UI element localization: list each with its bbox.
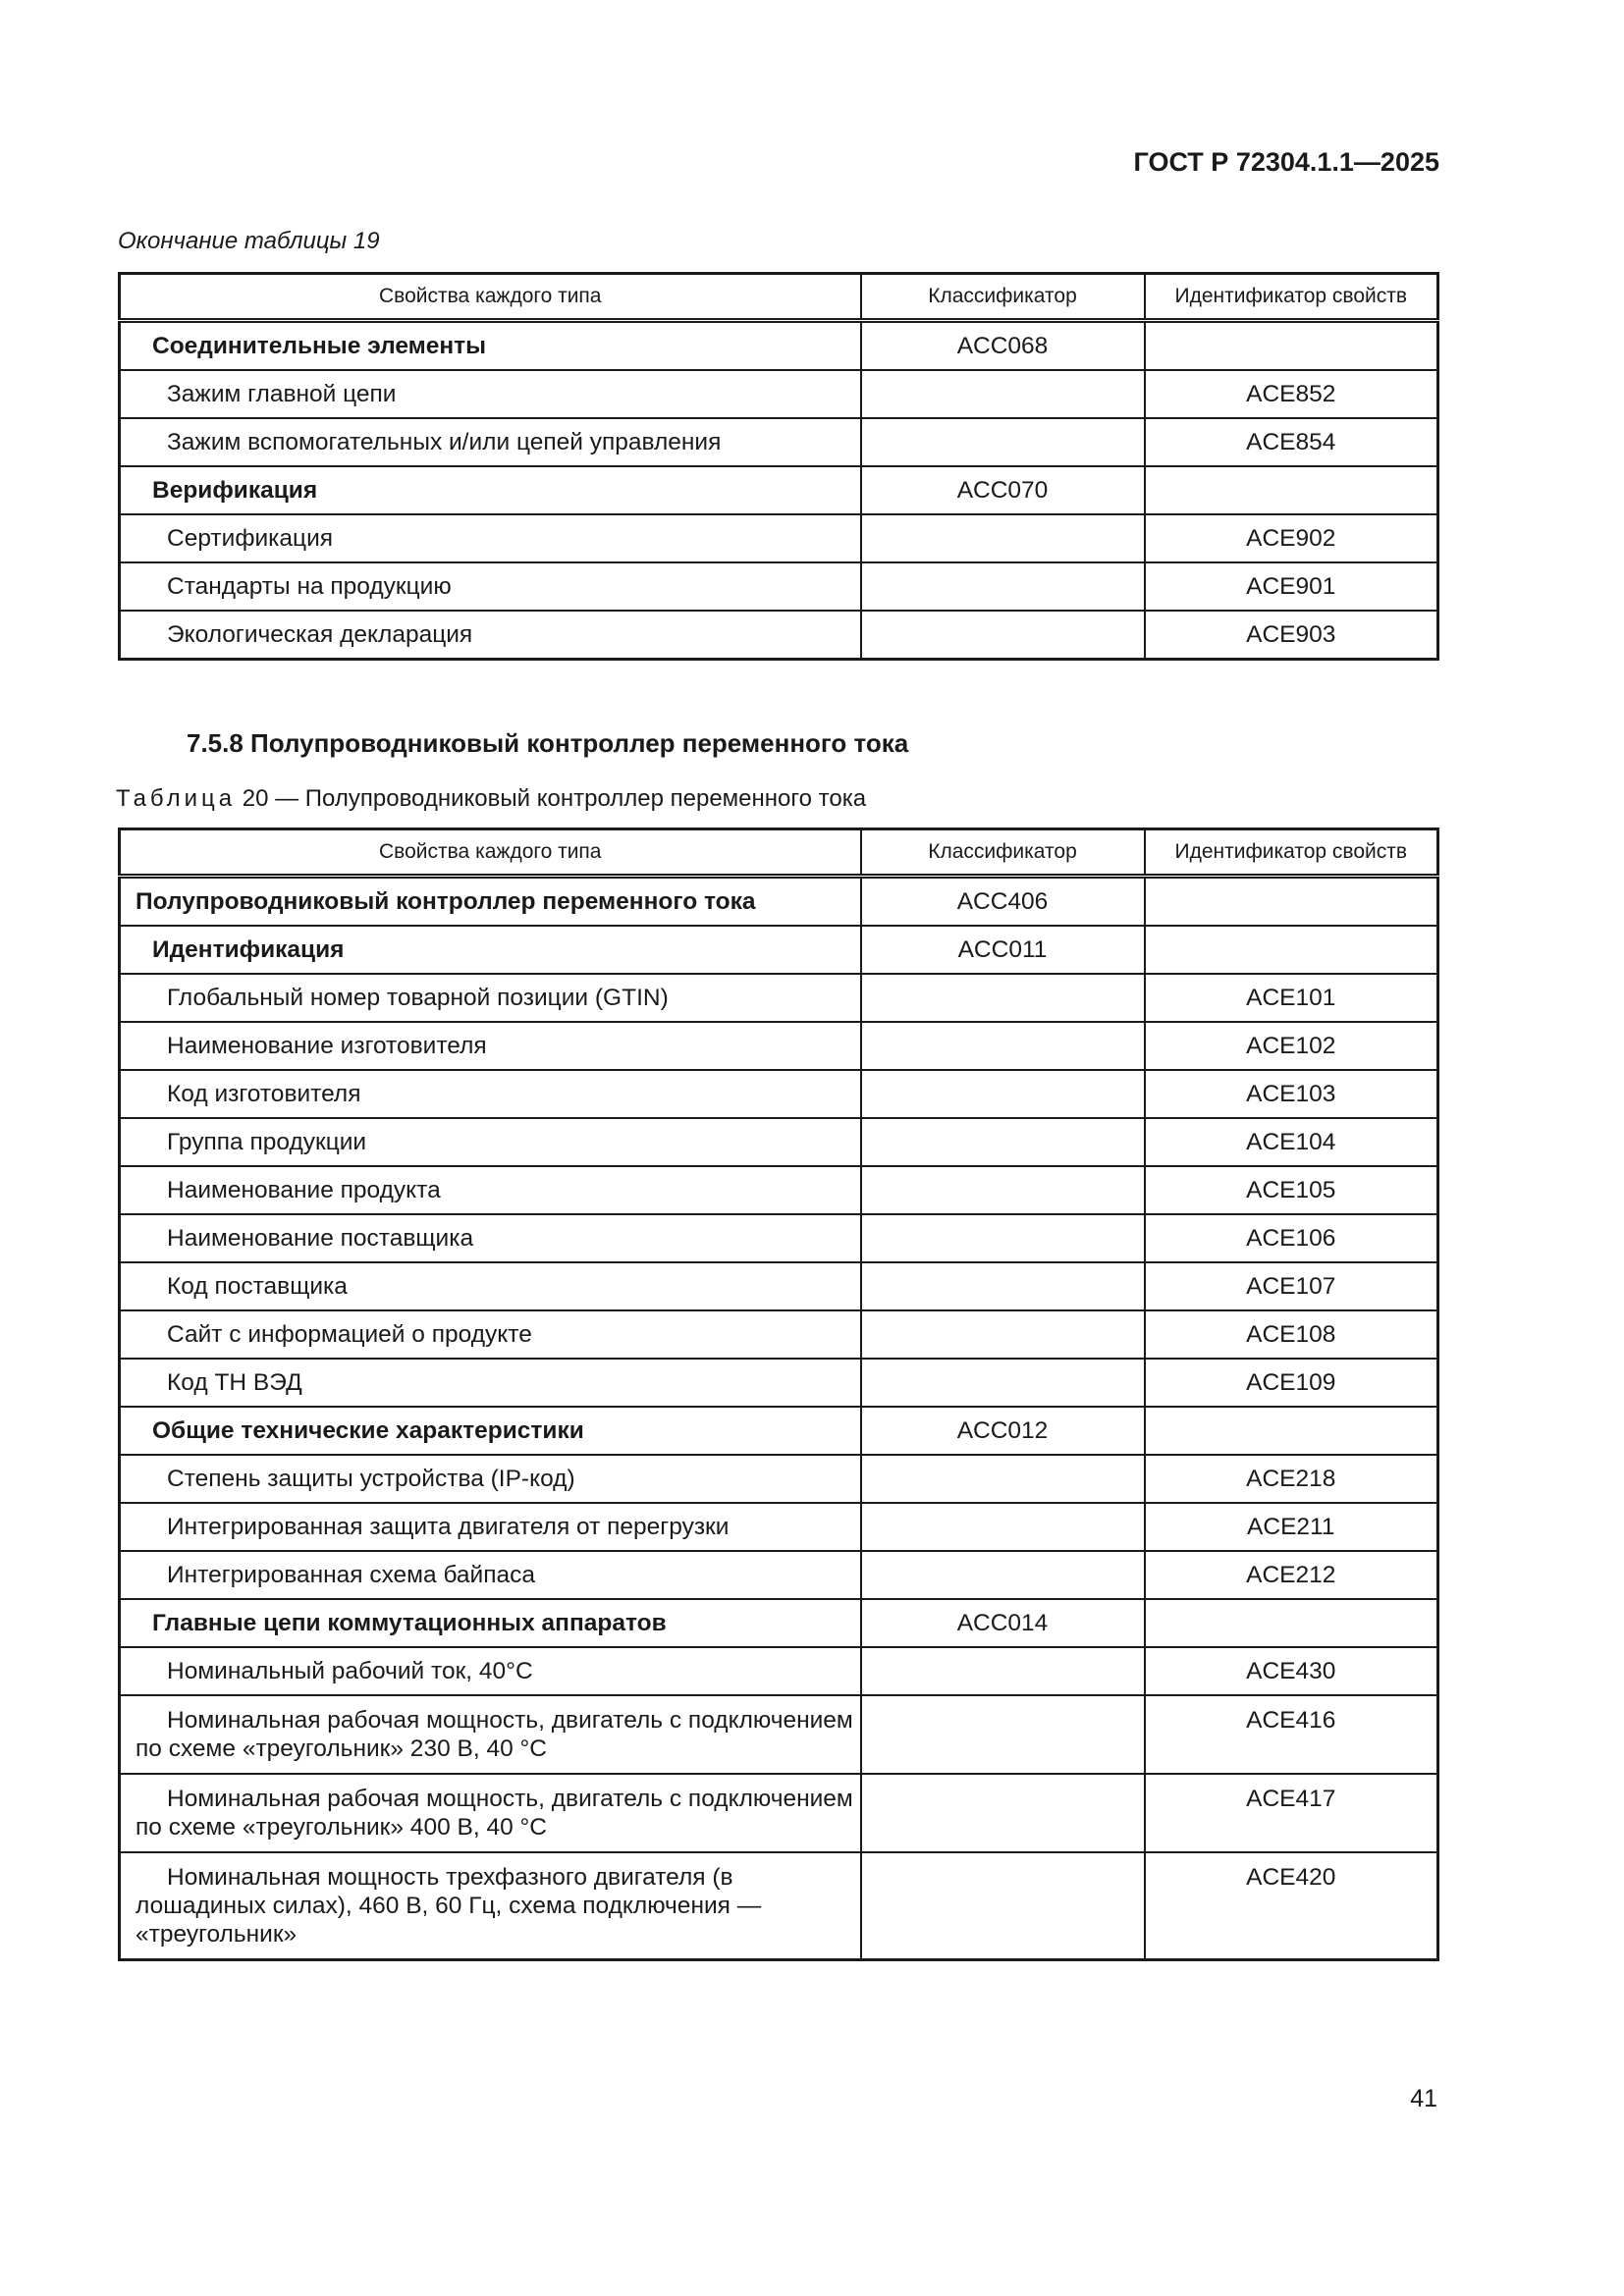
property-cell: Главные цепи коммутационных аппаратов <box>120 1599 861 1647</box>
property-cell: Зажим главной цепи <box>120 370 861 418</box>
property-id-cell: ACE211 <box>1145 1503 1438 1551</box>
column-header-properties: Свойства каждого типа <box>120 829 861 877</box>
property-id-cell <box>1145 1599 1438 1647</box>
table-20 <box>118 828 1439 1961</box>
classifier-cell <box>861 1852 1145 1960</box>
classifier-cell <box>861 1455 1145 1503</box>
classifier-cell <box>861 418 1145 466</box>
classifier-cell <box>861 1647 1145 1695</box>
property-id-cell: ACE420 <box>1145 1852 1438 1960</box>
table-row <box>120 1599 1438 1647</box>
property-cell: Код изготовителя <box>120 1070 861 1118</box>
property-id-cell: ACE101 <box>1145 974 1438 1022</box>
property-cell: Стандарты на продукцию <box>120 562 861 611</box>
table-row <box>120 1359 1438 1407</box>
classifier-cell: ACC012 <box>861 1407 1145 1455</box>
property-id-cell: ACE102 <box>1145 1022 1438 1070</box>
property-cell: Сертификация <box>120 514 861 562</box>
classifier-cell <box>861 1022 1145 1070</box>
property-id-cell: ACE852 <box>1145 370 1438 418</box>
property-id-cell: ACE854 <box>1145 418 1438 466</box>
property-cell: Наименование продукта <box>120 1166 861 1214</box>
classifier-cell <box>861 1695 1145 1774</box>
property-id-cell: ACE902 <box>1145 514 1438 562</box>
property-cell: Номинальная рабочая мощность, двигатель с подключением по схеме «треугольник» 230 В, 40 °С <box>120 1695 861 1774</box>
table-row <box>120 1455 1438 1503</box>
classifier-cell <box>861 1503 1145 1551</box>
classifier-cell <box>861 1166 1145 1214</box>
table-19 <box>118 272 1439 661</box>
property-id-cell: ACE106 <box>1145 1214 1438 1262</box>
table-row <box>120 1503 1438 1551</box>
table-20-caption <box>116 785 866 813</box>
property-cell: Группа продукции <box>120 1118 861 1166</box>
classifier-cell <box>861 1214 1145 1262</box>
table-row <box>120 514 1438 562</box>
property-id-cell: ACE103 <box>1145 1070 1438 1118</box>
property-cell: Идентификация <box>120 926 861 974</box>
property-cell: Интегрированная защита двигателя от перегрузки <box>120 1503 861 1551</box>
table-row <box>120 877 1438 927</box>
table-row <box>120 1852 1438 1960</box>
column-header-classifier: Классификатор <box>861 829 1145 877</box>
property-cell: Соединительные элементы <box>120 321 861 371</box>
property-id-cell: ACE903 <box>1145 611 1438 660</box>
property-cell: Номинальный рабочий ток, 40°C <box>120 1647 861 1695</box>
property-id-cell <box>1145 466 1438 514</box>
classifier-cell <box>861 974 1145 1022</box>
classifier-cell: ACC070 <box>861 466 1145 514</box>
classifier-cell <box>861 514 1145 562</box>
classifier-cell: ACC011 <box>861 926 1145 974</box>
table-row <box>120 1774 1438 1852</box>
table-caption-text: 20 — Полупроводниковый контроллер переменного тока <box>236 785 867 812</box>
property-id-cell: ACE105 <box>1145 1166 1438 1214</box>
property-cell: Код поставщика <box>120 1262 861 1310</box>
column-header-properties: Свойства каждого типа <box>120 274 861 321</box>
property-cell: Номинальная мощность трехфазного двигателя (в лошадиных силах), 460 В, 60 Гц, схема подключения — «треугольник» <box>120 1852 861 1960</box>
table-row <box>120 1695 1438 1774</box>
property-id-cell <box>1145 321 1438 371</box>
classifier-cell <box>861 1551 1145 1599</box>
table-row <box>120 1647 1438 1695</box>
classifier-cell <box>861 1118 1145 1166</box>
property-cell: Номинальная рабочая мощность, двигатель с подключением по схеме «треугольник» 400 В, 40 °С <box>120 1774 861 1852</box>
property-id-cell: ACE107 <box>1145 1262 1438 1310</box>
property-cell: Глобальный номер товарной позиции (GTIN) <box>120 974 861 1022</box>
classifier-cell <box>861 1262 1145 1310</box>
property-cell: Общие технические характеристики <box>120 1407 861 1455</box>
property-id-cell: ACE109 <box>1145 1359 1438 1407</box>
classifier-cell: ACC068 <box>861 321 1145 371</box>
classifier-cell <box>861 1774 1145 1852</box>
property-cell: Интегрированная схема байпаса <box>120 1551 861 1599</box>
column-header-property-id: Идентификатор свойств <box>1145 274 1438 321</box>
property-id-cell: ACE901 <box>1145 562 1438 611</box>
property-cell: Степень защиты устройства (IP-код) <box>120 1455 861 1503</box>
property-id-cell: ACE108 <box>1145 1310 1438 1359</box>
column-header-classifier: Классификатор <box>861 274 1145 321</box>
table-row <box>120 370 1438 418</box>
classifier-cell <box>861 1359 1145 1407</box>
table-row <box>120 562 1438 611</box>
section-heading: 7.5.8 Полупроводниковый контроллер переменного тока <box>187 728 909 758</box>
table-row <box>120 1118 1438 1166</box>
property-id-cell: ACE430 <box>1145 1647 1438 1695</box>
table-continuation-caption: Окончание таблицы 19 <box>118 228 380 254</box>
table-row <box>120 1262 1438 1310</box>
table-row <box>120 1551 1438 1599</box>
table-row <box>120 974 1438 1022</box>
table-row <box>120 418 1438 466</box>
property-id-cell <box>1145 1407 1438 1455</box>
classifier-cell: ACC014 <box>861 1599 1145 1647</box>
table-row <box>120 1407 1438 1455</box>
property-cell: Наименование изготовителя <box>120 1022 861 1070</box>
table-row <box>120 321 1438 371</box>
document-code: ГОСТ Р 72304.1.1—2025 <box>1133 147 1439 177</box>
page-number: 41 <box>1410 2085 1437 2112</box>
table-row <box>120 926 1438 974</box>
property-cell: Наименование поставщика <box>120 1214 861 1262</box>
property-id-cell <box>1145 877 1438 927</box>
classifier-cell: ACC406 <box>861 877 1145 927</box>
table-row <box>120 611 1438 660</box>
property-id-cell: ACE416 <box>1145 1695 1438 1774</box>
property-id-cell: ACE218 <box>1145 1455 1438 1503</box>
table-row <box>120 1070 1438 1118</box>
property-id-cell: ACE212 <box>1145 1551 1438 1599</box>
table-row <box>120 1022 1438 1070</box>
classifier-cell <box>861 562 1145 611</box>
property-cell: Полупроводниковый контроллер переменного тока <box>120 877 861 927</box>
property-id-cell: ACE104 <box>1145 1118 1438 1166</box>
property-cell: Экологическая декларация <box>120 611 861 660</box>
table-row <box>120 1214 1438 1262</box>
classifier-cell <box>861 611 1145 660</box>
table-row <box>120 466 1438 514</box>
classifier-cell <box>861 1310 1145 1359</box>
table-caption-label: Таблица <box>116 785 237 812</box>
property-id-cell: ACE417 <box>1145 1774 1438 1852</box>
property-cell: Верификация <box>120 466 861 514</box>
classifier-cell <box>861 370 1145 418</box>
classifier-cell <box>861 1070 1145 1118</box>
property-cell: Зажим вспомогательных и/или цепей управления <box>120 418 861 466</box>
property-cell: Код ТН ВЭД <box>120 1359 861 1407</box>
property-id-cell <box>1145 926 1438 974</box>
table-row <box>120 1310 1438 1359</box>
column-header-property-id: Идентификатор свойств <box>1145 829 1438 877</box>
table-row <box>120 1166 1438 1214</box>
property-cell: Сайт с информацией о продукте <box>120 1310 861 1359</box>
